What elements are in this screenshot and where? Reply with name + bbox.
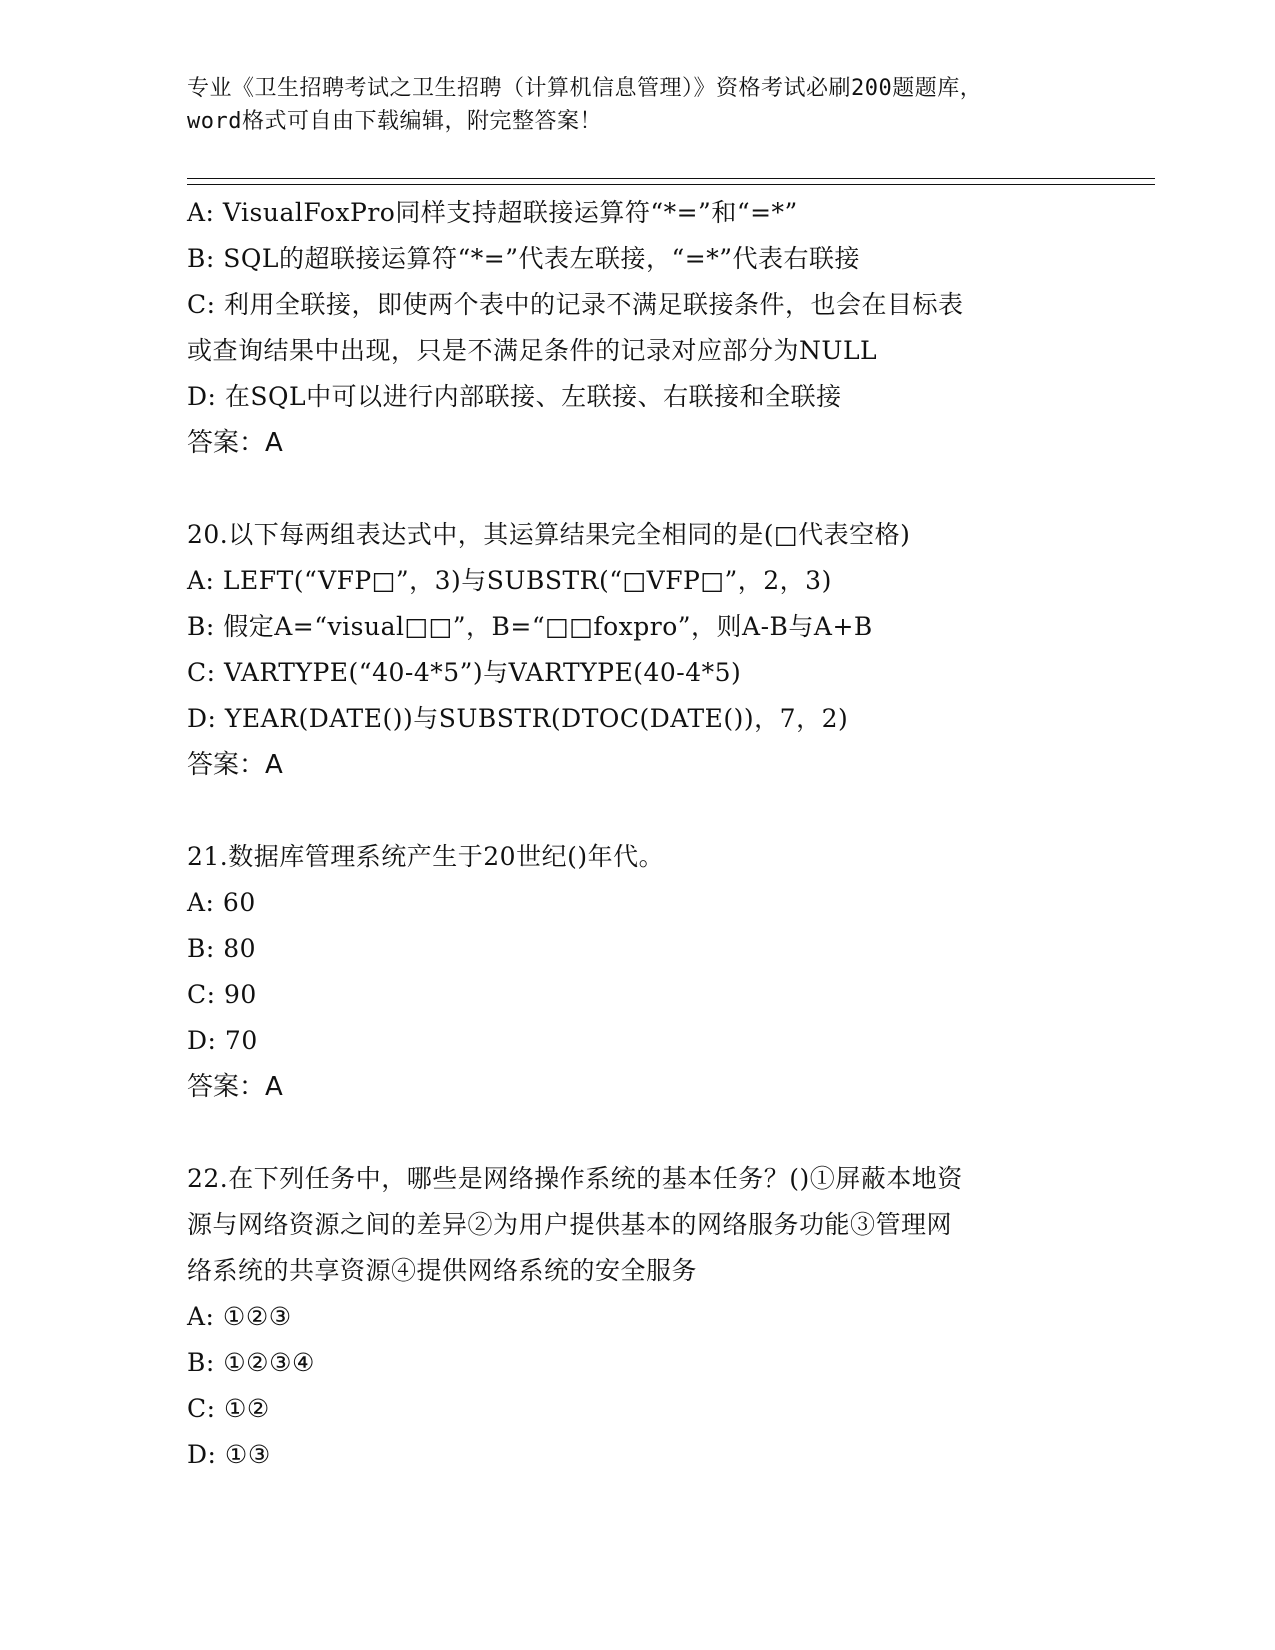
question-stem-line-1: 22.在下列任务中，哪些是网络操作系统的基本任务？()①屏蔽本地资 xyxy=(187,1164,963,1193)
question-list xyxy=(187,190,1087,1478)
answer: 答案：A xyxy=(187,428,283,458)
option-c-continued: 或查询结果中出现，只是不满足条件的记录对应部分为NULL xyxy=(187,336,878,365)
option-d: D: YEAR(DATE())与SUBSTR(DTOC(DATE())，7，2) xyxy=(187,704,849,733)
answer: 答案：A xyxy=(187,750,283,780)
header-divider-top xyxy=(187,178,1155,179)
option-c: C: VARTYPE(“40-4*5”)与VARTYPE(40-4*5) xyxy=(187,658,742,687)
option-a: A: ①②③ xyxy=(187,1302,292,1331)
option-d: D: 70 xyxy=(187,1026,258,1055)
question-stem-line-2: 源与网络资源之间的差异②为用户提供基本的网络服务功能③管理网 xyxy=(187,1210,953,1239)
option-a: A: LEFT(“VFP□”，3)与SUBSTR(“□VFP□”，2，3) xyxy=(187,566,832,595)
question-stem: 20.以下每两组表达式中，其运算结果完全相同的是(□代表空格) xyxy=(187,520,911,549)
option-d: D: ①③ xyxy=(187,1440,271,1469)
answer: 答案：A xyxy=(187,1072,283,1102)
header-divider-bottom xyxy=(187,184,1155,185)
document-header xyxy=(187,72,1087,138)
question-19 xyxy=(187,190,1087,466)
option-b: B: 假定A=“visual□□”，B=“□□foxpro”，则A-B与A+B xyxy=(187,612,873,641)
option-d: D: 在SQL中可以进行内部联接、左联接、右联接和全联接 xyxy=(187,382,842,411)
question-22 xyxy=(187,1156,1087,1478)
option-b: B: 80 xyxy=(187,934,257,963)
option-b: B: SQL的超联接运算符“*=”代表左联接，“=*”代表右联接 xyxy=(187,244,860,273)
header-title-line-2: word格式可自由下载编辑，附完整答案！ xyxy=(187,109,602,134)
option-a: A: 60 xyxy=(187,888,256,917)
header-title-line-1: 专业《卫生招聘考试之卫生招聘（计算机信息管理）》资格考试必刷200题题库， xyxy=(187,76,983,101)
option-c: C: ①② xyxy=(187,1394,270,1423)
option-b: B: ①②③④ xyxy=(187,1348,315,1377)
option-c: C: 利用全联接，即使两个表中的记录不满足联接条件，也会在目标表 xyxy=(187,290,964,319)
question-stem: 21.数据库管理系统产生于20世纪()年代。 xyxy=(187,842,665,871)
option-c: C: 90 xyxy=(187,980,257,1009)
question-20 xyxy=(187,512,1087,788)
option-a: A: VisualFoxPro同样支持超联接运算符“*=”和“=*” xyxy=(187,198,798,227)
question-stem-line-3: 络系统的共享资源④提供网络系统的安全服务 xyxy=(187,1256,698,1285)
question-21 xyxy=(187,834,1087,1110)
